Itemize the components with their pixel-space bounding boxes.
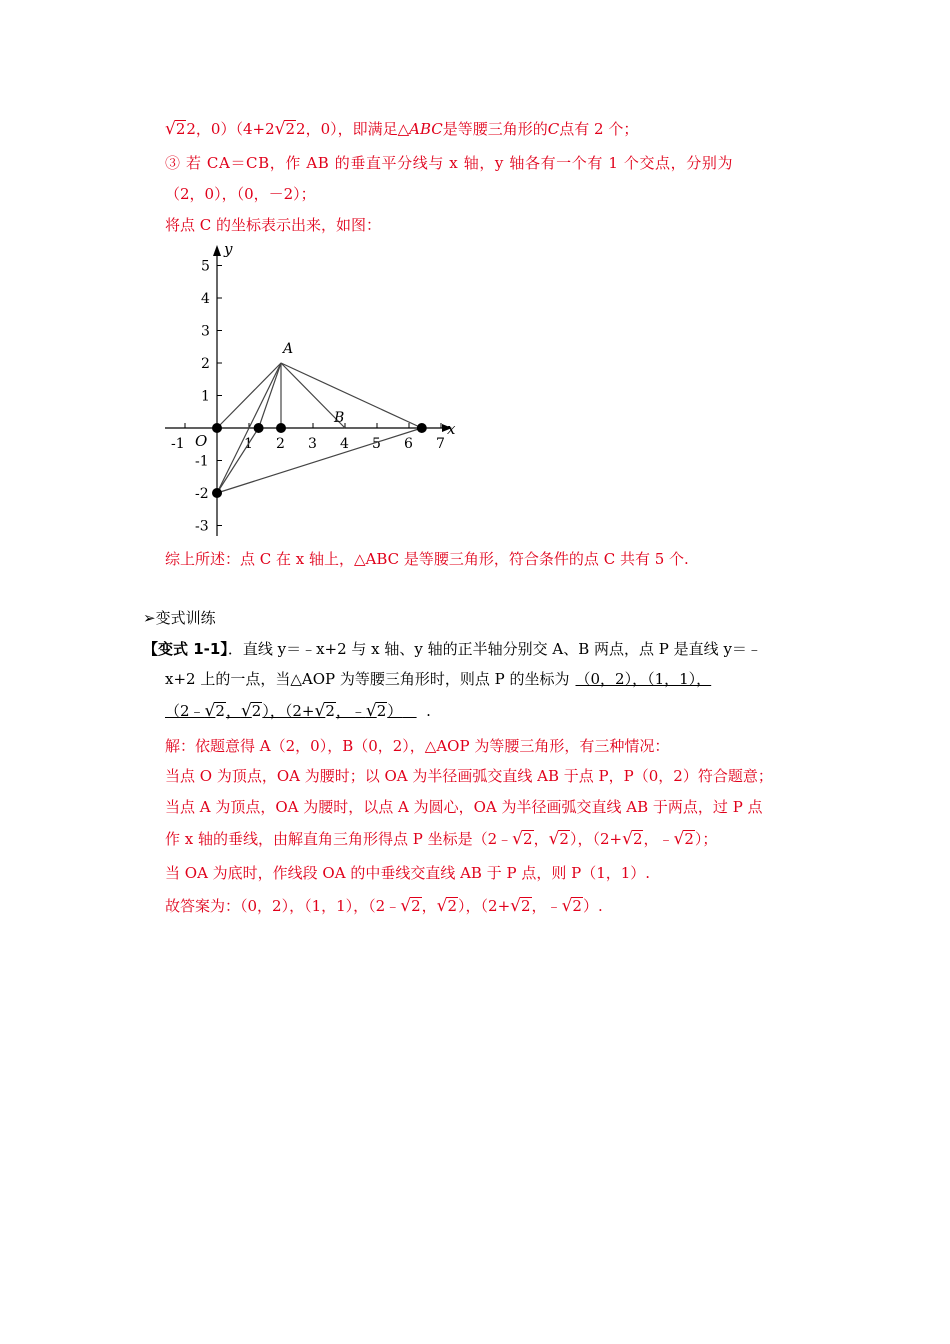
point-c-marker (276, 423, 286, 433)
variant-label: 【变式 1-1】 (143, 640, 228, 658)
x-tick-label: 3 (308, 436, 317, 452)
line-4: 将点 C 的坐标表示出来，如图： (165, 216, 382, 234)
x-tick-label: 6 (404, 436, 413, 452)
x-tick-label: 4 (340, 436, 349, 452)
solution-line-3: 当点 A 为顶点，OA 为腰时，以点 A 为圆心，OA 为半径画弧交直线 AB 于两点，过 P 点 (165, 798, 763, 816)
line-3: （2，0），（0，－2）； (165, 185, 316, 203)
line-2: ③ 若 CA＝CB，作 AB 的垂直平分线与 x 轴，y 轴各有一个有 1 个交点，分别为 (165, 154, 734, 172)
section-title: ➢变式训练 (143, 609, 216, 627)
x-tick-label: 7 (436, 436, 445, 452)
y-tick-label: 2 (201, 356, 210, 372)
x-tick-label: 1 (244, 436, 253, 452)
solution-line-5: 当 OA 为底时，作线段 OA 的中垂线交直线 AB 于 P 点，则 P（1，1）. (165, 864, 651, 882)
y-tick-label: 3 (201, 323, 210, 340)
segment-ac (217, 363, 281, 428)
segment-c-to-c (217, 428, 259, 493)
x-tick-label: 2 (276, 436, 285, 452)
answer-blank-1: （0，2），（1，1）， (575, 670, 712, 688)
point-label-b: B (334, 410, 345, 426)
summary-line: 综上所述：点 C 在 x 轴上，△ABC 是等腰三角形，符合条件的点 C 共有 5 个. (165, 550, 689, 568)
solution-line-2: 当点 O 为顶点，OA 为腰时；以 OA 为半径画弧交直线 AB 于点 P，P（0，2）符合题意； (165, 767, 773, 785)
point-c-marker (254, 423, 264, 433)
y-tick-label: -3 (195, 518, 209, 535)
x-tick-label: -1 (171, 436, 185, 452)
y-axis-label: y (224, 240, 233, 258)
point-c-marker (417, 423, 427, 433)
solution-line-4: 作 x 轴的垂线，由解直角三角形得点 P 坐标是（2﹣√2，√2），（2+√2，﹣√2）； (165, 829, 718, 849)
line-1: √22，0）（4+2√22，0），即满足△ABC是等腰三角形的C点有 2 个； (165, 119, 639, 139)
origin-label: O (195, 432, 208, 450)
question-line-1: 【变式 1-1】．直线 y＝﹣x+2 与 x 轴、y 轴的正半轴分别交 A、B 两点，点 P 是直线 y＝﹣ (143, 640, 762, 658)
point-label-a: A (283, 341, 294, 357)
solution-line-6: 故答案为：（0，2），（1，1），（2﹣√2，√2），（2+√2，﹣√2）. (165, 896, 603, 916)
y-tick-label: -1 (195, 453, 209, 470)
solution-line-1: 解：依题意得 A（2，0），B（0，2），△AOP 为等腰三角形，有三种情况： (165, 737, 670, 755)
coordinate-figure (160, 240, 470, 540)
x-axis-label: x (447, 420, 456, 438)
sqrt-symbol: √ (165, 119, 176, 139)
answer-blank-2: （2﹣√2，√2），（2+√2，﹣√2） (165, 701, 403, 721)
point-c-marker (212, 423, 222, 433)
point-c-marker (212, 488, 222, 498)
y-tick-label: 5 (201, 258, 210, 275)
y-tick-label: 1 (201, 388, 210, 405)
y-tick-label: 4 (201, 291, 210, 307)
y-axis-arrow (213, 245, 221, 256)
question-line-3: （2﹣√2，√2），（2+√2，﹣√2） . (165, 701, 431, 721)
segment-ac (281, 363, 422, 428)
arrow-bullet-icon: ➢ (143, 609, 156, 627)
segment-ac (259, 363, 281, 428)
question-line-2: x+2 上的一点，当△AOP 为等腰三角形时，则点 P 的坐标为 （0，2），（1，1）， (165, 668, 772, 689)
x-tick-label: 5 (372, 436, 381, 452)
y-tick-label: -2 (195, 486, 209, 502)
